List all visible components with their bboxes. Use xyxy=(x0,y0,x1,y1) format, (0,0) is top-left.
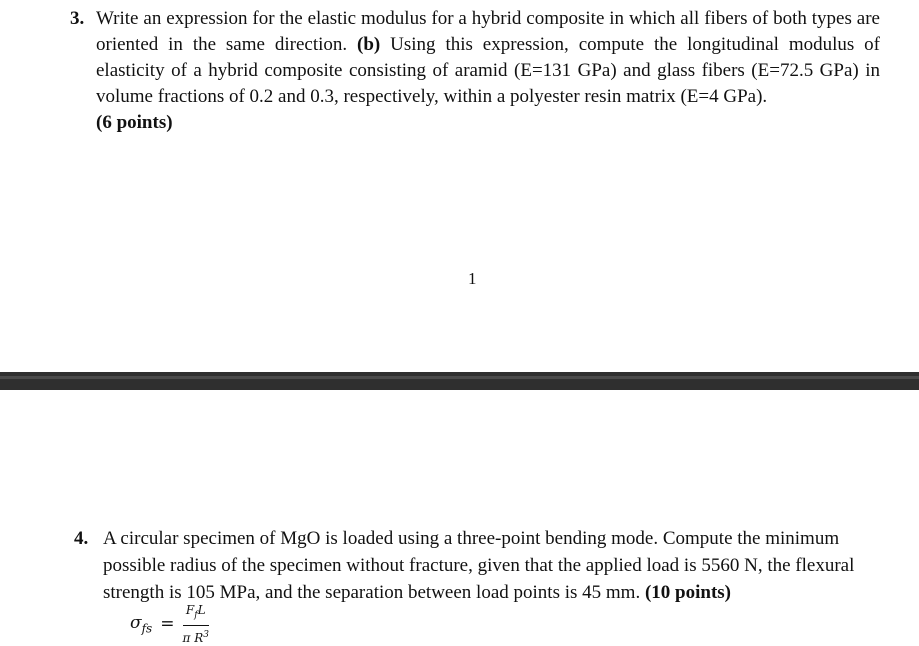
page-number: 1 xyxy=(468,269,477,288)
fraction-numerator xyxy=(183,603,209,625)
sigma-subscript: fs xyxy=(141,621,153,636)
question-number: 4. xyxy=(74,528,89,549)
question-3-text xyxy=(96,6,880,136)
points-label: (6 points) xyxy=(96,112,173,133)
question-text-part-b: Using this expression, compute the longitudinal modulus of elasticity of a hybrid composite consisting of aramid (E=131 GPa) and glass fibers (E=72.5 GPa) in volume fractions of 0.2 and 0.3, respectively, within a polyester resin matrix (E=4 GPa). xyxy=(96,34,880,107)
part-b-label: (b) xyxy=(357,34,381,55)
fraction-denominator xyxy=(182,626,209,645)
page-separator xyxy=(0,372,919,390)
radius-symbol: R xyxy=(194,630,204,645)
force-subscript: f xyxy=(194,610,198,621)
question-number: 3. xyxy=(70,8,85,29)
pi-symbol: π xyxy=(182,630,191,645)
force-symbol: F xyxy=(185,603,195,618)
question-4-text xyxy=(103,525,879,606)
formula-fraction xyxy=(182,603,209,644)
points-label: (10 points) xyxy=(644,582,731,603)
question-text-part-a: Write an expression for the elastic modulus for a hybrid composite in which all fibers of both types are oriented in the same direction. xyxy=(96,8,880,55)
equals-sign: = xyxy=(160,614,175,634)
question-3 xyxy=(70,6,880,136)
length-symbol: L xyxy=(197,603,206,618)
sigma-symbol: σ xyxy=(130,612,142,633)
formula-lhs xyxy=(130,613,152,635)
page-separator-stripe xyxy=(0,376,919,379)
flexural-strength-formula xyxy=(130,604,209,644)
question-4 xyxy=(74,525,879,606)
question-text: A circular specimen of MgO is loaded using a three-point bending mode. Compute the minimum possible radius of the specimen without fracture, given that the applied load is 5560 N, the flexural strength is 105 MPa, and the separation between load points is 45 mm. xyxy=(103,528,855,603)
radius-exponent: 3 xyxy=(203,629,209,640)
